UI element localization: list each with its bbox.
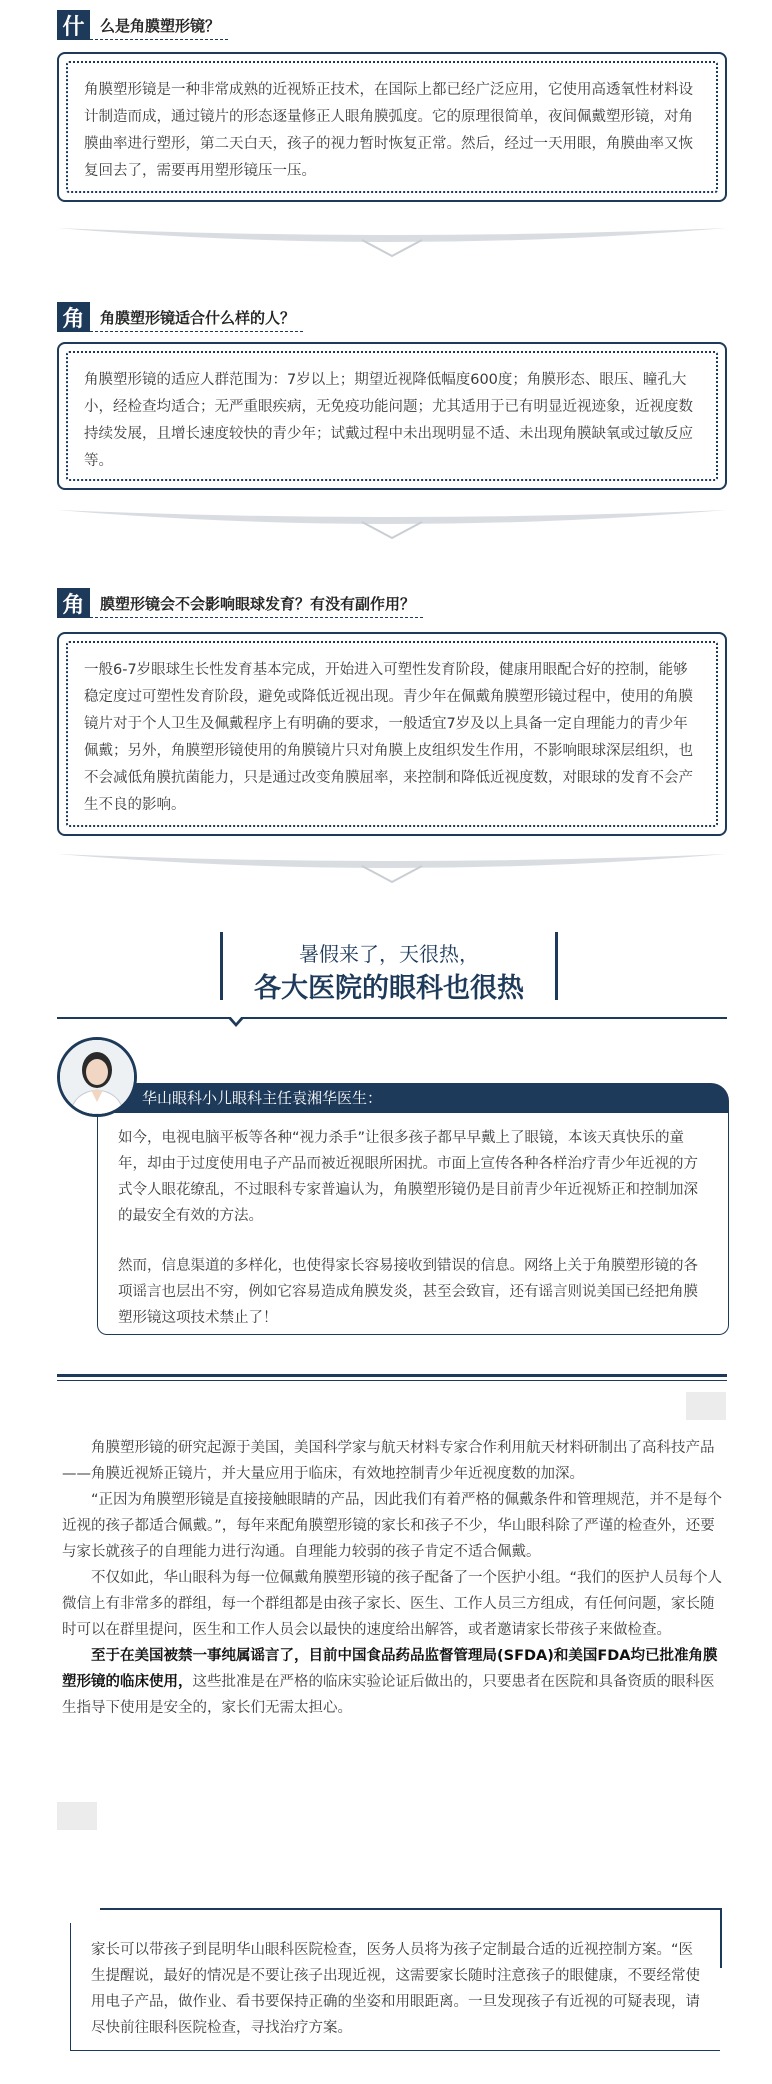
heading-line-1: 暑假来了，天很热， — [299, 942, 479, 966]
section-3-title: 膜塑形镜会不会影响眼球发育？有没有副作用？ — [90, 588, 423, 618]
section-3-box — [57, 632, 727, 836]
heading-rule — [57, 1017, 727, 1019]
section-3-body: 一般6-7岁眼球生长性发育基本完成，开始进入可塑性发育阶段，健康用眼配合好的控制，能够稳定度过可塑性发育阶段，避免或降低近视出现。青少年在佩戴角膜塑形镜过程中，使用的角膜镜片对于个人卫生及佩戴程序上有明确的要求，一般适宜7岁及以上具备一定自理能力的青少年佩戴；另外，角膜塑形镜使用的角膜镜片只对角膜上皮组织发生作用，不影响眼球深层组织，也不会减低角膜抗菌能力，只是通过改变角膜屈率，来控制和降低近视度数，对眼球的发育不会产生不良的影响。 — [66, 641, 718, 827]
decor-square-left — [57, 1802, 97, 1830]
doctor-quote-paragraph-1: 如今，电视电脑平板等各种“视力杀手”让很多孩子都早早戴上了眼镜，本该天真快乐的童年，却由于过度使用电子产品而被近视眼所困扰。市面上宣传各种各样治疗青少年近视的方式令人眼花缭乱，不过眼科专家普遍认为，角膜塑形镜仍是目前青少年近视矫正和控制加深的最安全有效的方法。 — [118, 1130, 698, 1224]
section-3-char: 角 — [57, 588, 90, 618]
article-body — [62, 1435, 722, 1721]
separator-swoosh-2 — [57, 502, 727, 548]
doctor-avatar — [57, 1037, 137, 1117]
section-1-body: 角膜塑形镜是一种非常成熟的近视矫正技术，在国际上都已经广泛应用，它使用高透氧性材料设计制造而成，通过镜片的形态逐量修正人眼角膜弧度。它的原理很简单，夜间佩戴塑形镜，对角膜曲率进行塑形，第二天白天，孩子的视力暂时恢复正常。然后，经过一天用眼，角膜曲率又恢复回去了，需要再用塑形镜压一压。 — [66, 61, 718, 193]
article-paragraph-2: “正因为角膜塑形镜是直接接触眼睛的产品，因此我们有着严格的佩戴条件和管理规范，并不是每个近视的孩子都适合佩戴。”，每年来配角膜塑形镜的家长和孩子不少，华山眼科除了严谨的检查外，还要与家长就孩子的自理能力进行沟通。自理能力较弱的孩子肯定不适合佩戴。 — [62, 1492, 723, 1560]
decor-square-right — [686, 1392, 726, 1420]
article-top-rule-thin — [57, 1380, 727, 1381]
article-paragraph-3: 不仅如此，华山眼科为每一位佩戴角膜塑形镜的孩子配备了一个医护小组。“我们的医护人员每个人微信上有非常多的群组，每一个群组都是由孩子家长、医生、工作人员三方组成，有任何问题，家长随时可以在群里提问，医生和工作人员会以最快的速度给出解答，或者邀请家长带孩子来做检查。 — [62, 1570, 723, 1638]
article-paragraph-4-bold: 至于在美国被禁一事纯属谣言了，目前中国食品药品监督管理局(SFDA)和美国FDA均已批准角膜塑形镜的临床使用， — [62, 1648, 718, 1690]
section-2-header — [57, 302, 303, 332]
section-2-title: 角膜塑形镜适合什么样的人？ — [90, 302, 303, 332]
bottom-box — [70, 1923, 720, 2051]
doctor-portrait-icon — [60, 1040, 134, 1114]
section-1-box — [57, 52, 727, 202]
separator-swoosh-3 — [57, 846, 727, 892]
doctor-quote-box — [97, 1113, 729, 1335]
bottom-box-right-rule — [720, 1908, 722, 1968]
heading-notch-inner — [230, 1016, 242, 1023]
separator-swoosh-1 — [57, 220, 727, 266]
heading-line-2: 各大医院的眼科也很热 — [254, 973, 524, 1004]
article-paragraph-4 — [62, 1643, 722, 1721]
bottom-box-text: 家长可以带孩子到昆明华山眼科医院检查，医务人员将为孩子定制最合适的近视控制方案。“医生提醒说，最好的情况是不要让孩子出现近视，这需要家长随时注意孩子的眼健康，不要经常使用电子产品，做作业、看书要保持正确的坐姿和用眼距离。一旦发现孩子有近视的可疑表现，请尽快前往眼科医院检查，寻找治疗方案。 — [91, 1942, 700, 2036]
article-paragraph-4-rest: 这些批准是在严格的临床实验论证后做出的，只要患者在医院和具备资质的眼科医生指导下使用是安全的，家长们无需太担心。 — [62, 1674, 715, 1716]
section-2-body: 角膜塑形镜的适应人群范围为：7岁以上；期望近视降低幅度600度；角膜形态、眼压、瞳孔大小，经检查均适合；无严重眼疾病，无免疫功能问题；尤其适用于已有明显近视迹象，近视度数持续发展，且增长速度较快的青少年；试戴过程中未出现明显不适、未出现角膜缺氧或过敏反应等。 — [66, 351, 718, 481]
article-top-rule — [57, 1374, 727, 1377]
bottom-box-top-rule — [100, 1908, 720, 1910]
section-2-char: 角 — [57, 302, 90, 332]
section-2-box — [57, 342, 727, 490]
section-1-header — [57, 10, 228, 40]
section-1-char: 什 — [57, 10, 90, 40]
doctor-name: 华山眼科小儿眼科主任袁湘华医生： — [142, 1089, 383, 1107]
article-paragraph-1: 角膜塑形镜的研究起源于美国，美国科学家与航天材料专家合作利用航天材料研制出了高科技产品——角膜近视矫正镜片，并大量应用于临床，有效地控制青少年近视度数的加深。 — [62, 1440, 715, 1482]
heading-right-bar — [555, 932, 558, 1000]
section-3-header — [57, 588, 423, 618]
section-1-title: 么是角膜塑形镜？ — [90, 10, 228, 40]
doctor-quote-paragraph-2: 然而，信息渠道的多样化，也使得家长容易接收到错误的信息。网络上关于角膜塑形镜的各项谣言也层出不穷，例如它容易造成角膜发炎，甚至会致盲，还有谣言则说美国已经把角膜塑形镜这项技术禁止了！ — [118, 1258, 698, 1326]
